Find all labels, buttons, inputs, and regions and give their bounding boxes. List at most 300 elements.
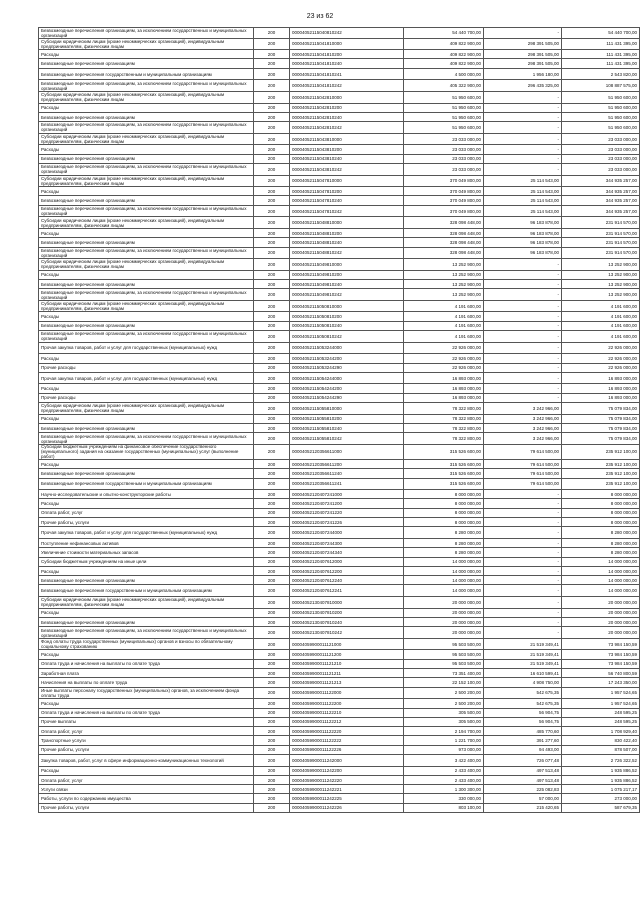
row-remaining-amount-cell: 344 935 257,00 <box>561 206 640 217</box>
row-planned-amount-cell: 370 049 800,00 <box>403 196 483 204</box>
row-name-cell: Субсидии юридическим лицам (кроме некоммерческих организаций), индивидуальным предпринимателям, физическим лицам <box>38 597 253 608</box>
row-name-cell: Безвозмездные перечисления организациям, за исключением государственных и муниципальных организаций <box>38 28 253 38</box>
row-classification-cell: 00004052115047810240 <box>289 196 403 204</box>
row-classification-cell: 00004052115043810240 <box>289 155 403 163</box>
row-name-cell: Безвозмездные перечисления организациям, за исключением государственных и муниципальных организаций <box>38 122 253 133</box>
table-row <box>38 50 640 59</box>
table-row <box>38 187 640 196</box>
row-executed-amount-cell: 3 242 966,00 <box>483 415 561 423</box>
row-name-cell: Расходы <box>38 145 253 153</box>
table-row <box>38 548 640 557</box>
row-name-cell: Расходы <box>38 384 253 392</box>
table-row <box>38 373 640 385</box>
row-name-cell: Прочие выплаты <box>38 718 253 726</box>
row-name-cell: Оплата работ, услуг <box>38 727 253 735</box>
row-name-cell: Увеличение стоимости материальных запасов <box>38 548 253 556</box>
row-classification-cell: 00004052115055810000 <box>289 403 403 414</box>
row-planned-amount-cell: 803 100,00 <box>403 804 483 812</box>
row-planned-amount-cell: 8 000 000,00 <box>403 518 483 526</box>
row-remaining-amount-cell: 1 957 524,65 <box>561 688 640 699</box>
row-executed-amount-cell: - <box>483 567 561 575</box>
table-row <box>38 490 640 499</box>
row-remaining-amount-cell: 20 000 000,00 <box>561 609 640 617</box>
row-classification-cell: 00004052130407810242 <box>289 627 403 638</box>
table-row <box>38 217 640 229</box>
row-classification-cell: 00004059900011122212 <box>289 718 403 726</box>
row-executed-amount-cell: 296 435 325,00 <box>483 80 561 91</box>
row-executed-amount-cell: 298 391 505,00 <box>483 59 561 67</box>
table-row <box>38 104 640 113</box>
row-name-cell: Работы, услуги по содержанию имущества <box>38 794 253 802</box>
row-planned-amount-cell: 4 500 000,00 <box>403 69 483 80</box>
table-row <box>38 343 640 355</box>
row-remaining-amount-cell: 51 950 600,00 <box>561 122 640 133</box>
table-row <box>38 384 640 393</box>
row-name-cell: Субсидии юридическим лицам (кроме некоммерческих организаций), индивидуальным предпринимателям, физическим лицам <box>38 92 253 103</box>
row-planned-amount-cell: 2 433 400,00 <box>403 767 483 775</box>
row-remaining-amount-cell: 51 950 600,00 <box>561 113 640 121</box>
row-executed-amount-cell: - <box>483 597 561 608</box>
row-planned-amount-cell: 95 503 500,00 <box>403 660 483 668</box>
table-row <box>38 639 640 651</box>
table-row <box>38 69 640 81</box>
row-classification-cell: 00004052120356611200 <box>289 460 403 468</box>
row-classification-cell: 00004052120407241000 <box>289 490 403 498</box>
row-executed-amount-cell: 1 956 180,00 <box>483 69 561 80</box>
row-executed-amount-cell: - <box>483 331 561 342</box>
row-executed-amount-cell: - <box>483 627 561 638</box>
row-remaining-amount-cell: 4 191 600,00 <box>561 331 640 342</box>
row-classification-cell: 00004059900011122000 <box>289 688 403 699</box>
table-row <box>38 804 640 813</box>
row-classification-cell: 00004059900011121213 <box>289 678 403 686</box>
row-planned-amount-cell: 23 033 000,00 <box>403 134 483 145</box>
row-classification-cell: 00004052120356611240 <box>289 469 403 477</box>
table-row <box>38 59 640 68</box>
row-name-cell: Безвозмездные перечисления организациям, за исключением государственных и муниципальных организаций <box>38 164 253 175</box>
row-remaining-amount-cell: 231 914 570,00 <box>561 229 640 237</box>
row-classification-cell: 00004052120407612200 <box>289 567 403 575</box>
row-remaining-amount-cell: 4 191 600,00 <box>561 301 640 312</box>
row-code-cell: 200 <box>253 718 289 726</box>
row-executed-amount-cell: - <box>483 518 561 526</box>
row-name-cell: Расходы <box>38 354 253 362</box>
table-row <box>38 509 640 518</box>
table-row <box>38 736 640 745</box>
row-executed-amount-cell: - <box>483 609 561 617</box>
table-row <box>38 585 640 597</box>
table-row <box>38 164 640 176</box>
row-executed-amount-cell: 94 493,00 <box>483 746 561 754</box>
row-name-cell: Фонд оплаты труда государственных (муниципальных) органов и взносы по обязательному социальному страхованию <box>38 639 253 650</box>
row-planned-amount-cell: 370 049 800,00 <box>403 176 483 187</box>
row-executed-amount-cell: 79 614 500,00 <box>483 445 561 459</box>
row-executed-amount-cell: 96 183 878,00 <box>483 217 561 228</box>
row-classification-cell: 00004059900011121210 <box>289 660 403 668</box>
row-classification-cell: 00004052115049810200 <box>289 271 403 279</box>
row-executed-amount-cell: - <box>483 92 561 103</box>
row-planned-amount-cell: 22 926 000,00 <box>403 364 483 372</box>
row-remaining-amount-cell: 587 679,35 <box>561 804 640 812</box>
row-code-cell: 200 <box>253 343 289 354</box>
table-row <box>38 727 640 736</box>
row-executed-amount-cell: 215 420,65 <box>483 804 561 812</box>
row-code-cell: 200 <box>253 639 289 650</box>
row-executed-amount-cell: - <box>483 384 561 392</box>
row-remaining-amount-cell: 111 431 395,00 <box>561 39 640 50</box>
row-code-cell: 200 <box>253 548 289 556</box>
row-code-cell: 200 <box>253 433 289 444</box>
row-executed-amount-cell: - <box>483 527 561 538</box>
row-executed-amount-cell: 25 114 543,00 <box>483 187 561 195</box>
row-classification-cell: 00004052115041810242 <box>289 80 403 91</box>
row-code-cell: 200 <box>253 217 289 228</box>
row-remaining-amount-cell: 54 440 700,00 <box>561 28 640 38</box>
table-row <box>38 755 640 767</box>
table-row <box>38 794 640 803</box>
table-row <box>38 289 640 301</box>
row-name-cell: Безвозмездные перечисления государственным и муниципальным организациям <box>38 585 253 596</box>
row-name-cell: Расходы <box>38 312 253 320</box>
row-executed-amount-cell: 3 242 966,00 <box>483 403 561 414</box>
table-row <box>38 424 640 433</box>
row-name-cell: Прочие работы, услуги <box>38 804 253 812</box>
row-classification-cell: 00004052115048810242 <box>289 248 403 259</box>
table-row <box>38 280 640 289</box>
row-code-cell: 200 <box>253 804 289 812</box>
table-row <box>38 699 640 708</box>
table-row <box>38 403 640 415</box>
table-row <box>38 567 640 576</box>
row-remaining-amount-cell: 51 950 600,00 <box>561 92 640 103</box>
row-name-cell: Безвозмездные перечисления организациям, за исключением государственных и муниципальных организаций <box>38 80 253 91</box>
row-code-cell: 200 <box>253 403 289 414</box>
table-row <box>38 776 640 785</box>
row-executed-amount-cell: 497 513,48 <box>483 776 561 784</box>
table-row <box>38 331 640 343</box>
row-planned-amount-cell: 2 500 200,00 <box>403 699 483 707</box>
row-remaining-amount-cell: 344 935 257,00 <box>561 187 640 195</box>
table-row <box>38 229 640 238</box>
row-planned-amount-cell: 8 000 000,00 <box>403 499 483 507</box>
row-planned-amount-cell: 14 000 000,00 <box>403 576 483 584</box>
row-classification-cell: 00004052115050810000 <box>289 301 403 312</box>
row-executed-amount-cell: 542 675,35 <box>483 699 561 707</box>
row-remaining-amount-cell: 1 708 929,40 <box>561 727 640 735</box>
row-code-cell: 200 <box>253 650 289 658</box>
table-row <box>38 460 640 469</box>
row-planned-amount-cell: 14 000 000,00 <box>403 558 483 566</box>
row-remaining-amount-cell: 231 914 570,00 <box>561 217 640 228</box>
row-planned-amount-cell: 4 191 600,00 <box>403 312 483 320</box>
row-code-cell: 200 <box>253 727 289 735</box>
table-row <box>38 618 640 627</box>
row-remaining-amount-cell: 16 893 000,00 <box>561 373 640 384</box>
table-row <box>38 445 640 460</box>
row-classification-cell: 00004052115053244200 <box>289 354 403 362</box>
row-code-cell: 200 <box>253 301 289 312</box>
row-executed-amount-cell: - <box>483 104 561 112</box>
row-classification-cell: 00004059900011121211 <box>289 669 403 677</box>
row-code-cell: 200 <box>253 164 289 175</box>
table-row <box>38 312 640 321</box>
row-remaining-amount-cell: 75 079 834,00 <box>561 433 640 444</box>
row-code-cell: 200 <box>253 755 289 766</box>
row-name-cell: Субсидии юридическим лицам (кроме некоммерческих организаций), индивидуальным предпринимателям, физическим лицам <box>38 259 253 270</box>
row-planned-amount-cell: 328 098 448,00 <box>403 248 483 259</box>
row-planned-amount-cell: 14 000 000,00 <box>403 567 483 575</box>
row-classification-cell: 00004059900011242220 <box>289 776 403 784</box>
row-remaining-amount-cell: 13 252 900,00 <box>561 280 640 288</box>
row-code-cell: 200 <box>253 509 289 517</box>
row-planned-amount-cell: 78 322 800,00 <box>403 403 483 414</box>
row-code-cell: 200 <box>253 527 289 538</box>
row-planned-amount-cell: 328 098 448,00 <box>403 238 483 246</box>
row-executed-amount-cell: - <box>483 576 561 584</box>
row-name-cell: Безвозмездные перечисления организациям <box>38 59 253 67</box>
row-classification-cell: 00004052115048810000 <box>289 217 403 228</box>
row-executed-amount-cell: 79 614 500,00 <box>483 469 561 477</box>
row-remaining-amount-cell: 248 595,25 <box>561 709 640 717</box>
table-row <box>38 688 640 700</box>
row-classification-cell: 00004052115054244000 <box>289 373 403 384</box>
row-name-cell: Безвозмездные перечисления организациям <box>38 113 253 121</box>
row-executed-amount-cell: 485 770,60 <box>483 727 561 735</box>
row-planned-amount-cell: 20 000 000,00 <box>403 618 483 626</box>
page-counter: 23 из 62 <box>306 13 334 20</box>
row-remaining-amount-cell: 1 935 886,52 <box>561 767 640 775</box>
row-name-cell: Безвозмездные перечисления организациям <box>38 424 253 432</box>
row-code-cell: 200 <box>253 92 289 103</box>
row-executed-amount-cell: 391 277,60 <box>483 736 561 744</box>
row-classification-cell: 00004059900011122222 <box>289 736 403 744</box>
row-planned-amount-cell: 95 503 500,00 <box>403 650 483 658</box>
table-row <box>38 746 640 755</box>
row-name-cell: Услуги связи <box>38 785 253 793</box>
row-remaining-amount-cell: 23 033 000,00 <box>561 164 640 175</box>
row-code-cell: 200 <box>253 331 289 342</box>
table-row <box>38 718 640 727</box>
row-remaining-amount-cell: 231 914 570,00 <box>561 238 640 246</box>
row-classification-cell: 00004052120407244300 <box>289 539 403 547</box>
row-remaining-amount-cell: 73 984 150,59 <box>561 660 640 668</box>
row-name-cell: Заработная плата <box>38 669 253 677</box>
row-planned-amount-cell: 328 098 448,00 <box>403 217 483 228</box>
row-classification-cell: 00004052115042810242 <box>289 122 403 133</box>
row-remaining-amount-cell: 14 000 000,00 <box>561 585 640 596</box>
row-name-cell: Прочие работы, услуги <box>38 746 253 754</box>
row-planned-amount-cell: 2 500 200,00 <box>403 688 483 699</box>
row-classification-cell: 00004052130407810000 <box>289 597 403 608</box>
row-name-cell: Начисления на выплаты по оплате труда <box>38 678 253 686</box>
row-remaining-amount-cell: 13 252 900,00 <box>561 271 640 279</box>
row-classification-cell: 00004059900011242200 <box>289 767 403 775</box>
row-code-cell: 200 <box>253 113 289 121</box>
row-planned-amount-cell: 14 000 000,00 <box>403 585 483 596</box>
row-executed-amount-cell: - <box>483 343 561 354</box>
row-name-cell: Расходы <box>38 229 253 237</box>
row-name-cell: Расходы <box>38 499 253 507</box>
row-planned-amount-cell: 13 252 900,00 <box>403 289 483 300</box>
row-classification-cell: 00004052115043810242 <box>289 164 403 175</box>
table-row <box>38 238 640 247</box>
row-remaining-amount-cell: 111 431 395,00 <box>561 50 640 58</box>
row-remaining-amount-cell: 4 191 600,00 <box>561 322 640 330</box>
row-executed-amount-cell: - <box>483 145 561 153</box>
row-name-cell: Субсидии юридическим лицам (кроме некоммерческих организаций), индивидуальным предпринимателям, физическим лицам <box>38 301 253 312</box>
row-classification-cell: 00004059900011242225 <box>289 794 403 802</box>
row-code-cell: 200 <box>253 155 289 163</box>
row-executed-amount-cell: 225 082,83 <box>483 785 561 793</box>
row-executed-amount-cell: 21 519 349,41 <box>483 660 561 668</box>
row-code-cell: 200 <box>253 576 289 584</box>
row-planned-amount-cell: 13 252 900,00 <box>403 271 483 279</box>
row-code-cell: 200 <box>253 238 289 246</box>
row-remaining-amount-cell: 231 914 570,00 <box>561 248 640 259</box>
table-row <box>38 301 640 313</box>
table-row <box>38 539 640 548</box>
row-classification-cell: 00004052120407244000 <box>289 527 403 538</box>
table-row <box>38 669 640 678</box>
row-code-cell: 200 <box>253 280 289 288</box>
row-name-cell: Прочая закупка товаров, работ и услуг для государственных (муниципальных) нужд <box>38 527 253 538</box>
row-remaining-amount-cell: 8 280 000,00 <box>561 548 640 556</box>
row-classification-cell: 00004052115048810240 <box>289 238 403 246</box>
row-planned-amount-cell: 315 526 600,00 <box>403 469 483 477</box>
row-remaining-amount-cell: 111 431 395,00 <box>561 59 640 67</box>
row-planned-amount-cell: 4 191 600,00 <box>403 331 483 342</box>
row-remaining-amount-cell: 75 079 834,00 <box>561 424 640 432</box>
row-code-cell: 200 <box>253 196 289 204</box>
row-planned-amount-cell: 13 252 900,00 <box>403 259 483 270</box>
row-remaining-amount-cell: 8 280 000,00 <box>561 539 640 547</box>
row-remaining-amount-cell: 23 033 000,00 <box>561 145 640 153</box>
row-name-cell: Прочие расходы <box>38 364 253 372</box>
row-planned-amount-cell: 23 033 000,00 <box>403 145 483 153</box>
table-row <box>38 259 640 271</box>
row-name-cell: Субсидии юридическим лицам (кроме некоммерческих организаций), индивидуальным предпринимателям, физическим лицам <box>38 176 253 187</box>
row-code-cell: 200 <box>253 479 289 490</box>
row-remaining-amount-cell: 73 984 150,59 <box>561 650 640 658</box>
table-row <box>38 155 640 164</box>
row-remaining-amount-cell: 51 950 600,00 <box>561 104 640 112</box>
row-executed-amount-cell: 497 513,48 <box>483 767 561 775</box>
row-name-cell: Субсидии юридическим лицам (кроме некоммерческих организаций), индивидуальным предпринимателям, физическим лицам <box>38 39 253 50</box>
row-executed-amount-cell: - <box>483 312 561 320</box>
row-remaining-amount-cell: 75 079 834,00 <box>561 403 640 414</box>
table-row <box>38 134 640 146</box>
row-name-cell: Безвозмездные перечисления организациям <box>38 280 253 288</box>
table-row <box>38 627 640 639</box>
row-executed-amount-cell: 542 675,35 <box>483 688 561 699</box>
row-classification-cell: 00004052115047810200 <box>289 187 403 195</box>
row-planned-amount-cell: 3 422 400,00 <box>403 755 483 766</box>
row-planned-amount-cell: 95 503 500,00 <box>403 639 483 650</box>
row-name-cell: Поступление нефинансовых активов <box>38 539 253 547</box>
row-code-cell: 200 <box>253 709 289 717</box>
row-planned-amount-cell: 409 822 900,00 <box>403 39 483 50</box>
row-remaining-amount-cell: 235 912 100,00 <box>561 479 640 490</box>
row-classification-cell: 00004052120356611000 <box>289 445 403 459</box>
row-name-cell: Прочая закупка товаров, работ и услуг для государственных (муниципальных) нужд <box>38 373 253 384</box>
row-executed-amount-cell: 16 610 599,41 <box>483 669 561 677</box>
row-executed-amount-cell: 3 242 966,00 <box>483 433 561 444</box>
row-classification-cell: 00004052120407241226 <box>289 518 403 526</box>
row-name-cell: Безвозмездные перечисления организациям <box>38 618 253 626</box>
row-classification-cell: 00004052115049810240 <box>289 280 403 288</box>
row-classification-cell: 00004059900011122226 <box>289 746 403 754</box>
row-planned-amount-cell: 78 322 800,00 <box>403 433 483 444</box>
row-name-cell: Научно-исследовательские и опытно-конструкторские работы <box>38 490 253 498</box>
row-code-cell: 200 <box>253 259 289 270</box>
row-classification-cell: 00004052115042810000 <box>289 92 403 103</box>
table-row <box>38 92 640 104</box>
row-classification-cell: 00004052120407612241 <box>289 585 403 596</box>
table-row <box>38 678 640 687</box>
row-remaining-amount-cell: 20 000 000,00 <box>561 618 640 626</box>
row-classification-cell: 00004052115053244000 <box>289 343 403 354</box>
row-executed-amount-cell: - <box>483 289 561 300</box>
row-name-cell: Расходы <box>38 271 253 279</box>
row-executed-amount-cell: - <box>483 490 561 498</box>
row-code-cell: 200 <box>253 597 289 608</box>
table-row <box>38 518 640 527</box>
row-name-cell: Безвозмездные перечисления организациям <box>38 322 253 330</box>
row-planned-amount-cell: 409 822 900,00 <box>403 59 483 67</box>
row-remaining-amount-cell: 16 893 000,00 <box>561 384 640 392</box>
row-code-cell: 200 <box>253 785 289 793</box>
row-executed-amount-cell: 21 519 349,41 <box>483 639 561 650</box>
row-classification-cell: 00004052115055810240 <box>289 424 403 432</box>
row-classification-cell: 00004059900011242221 <box>289 785 403 793</box>
row-executed-amount-cell: - <box>483 373 561 384</box>
row-name-cell: Расходы <box>38 415 253 423</box>
row-code-cell: 200 <box>253 490 289 498</box>
row-code-cell: 200 <box>253 312 289 320</box>
row-code-cell: 200 <box>253 539 289 547</box>
row-name-cell: Безвозмездные перечисления организациям <box>38 155 253 163</box>
row-planned-amount-cell: 2 433 400,00 <box>403 776 483 784</box>
row-remaining-amount-cell: 273 000,00 <box>561 794 640 802</box>
table-row <box>38 433 640 445</box>
row-code-cell: 200 <box>253 248 289 259</box>
table-row <box>38 176 640 188</box>
row-planned-amount-cell: 22 926 000,00 <box>403 343 483 354</box>
row-name-cell: Прочие расходы <box>38 394 253 402</box>
row-remaining-amount-cell: 20 000 000,00 <box>561 597 640 608</box>
table-row <box>38 271 640 280</box>
row-name-cell: Безвозмездные перечисления организациям <box>38 238 253 246</box>
row-name-cell: Расходы <box>38 104 253 112</box>
row-executed-amount-cell: - <box>483 618 561 626</box>
row-planned-amount-cell: 8 000 000,00 <box>403 490 483 498</box>
row-code-cell: 200 <box>253 28 289 38</box>
row-remaining-amount-cell: 344 935 257,00 <box>561 176 640 187</box>
row-name-cell: Субсидии юридическим лицам (кроме некоммерческих организаций), индивидуальным предпринимателям, физическим лицам <box>38 217 253 228</box>
row-classification-cell: 00004059900011121000 <box>289 639 403 650</box>
row-executed-amount-cell: - <box>483 155 561 163</box>
row-name-cell: Расходы <box>38 460 253 468</box>
row-classification-cell: 00004052115050810200 <box>289 312 403 320</box>
row-planned-amount-cell: 2 194 700,00 <box>403 727 483 735</box>
row-executed-amount-cell: - <box>483 28 561 38</box>
row-planned-amount-cell: 4 191 600,00 <box>403 301 483 312</box>
table-row <box>38 354 640 363</box>
row-classification-cell: 00004059900011242000 <box>289 755 403 766</box>
row-code-cell: 200 <box>253 289 289 300</box>
row-classification-cell: 00004052115042810200 <box>289 104 403 112</box>
row-classification-cell: 00004052115047810000 <box>289 176 403 187</box>
